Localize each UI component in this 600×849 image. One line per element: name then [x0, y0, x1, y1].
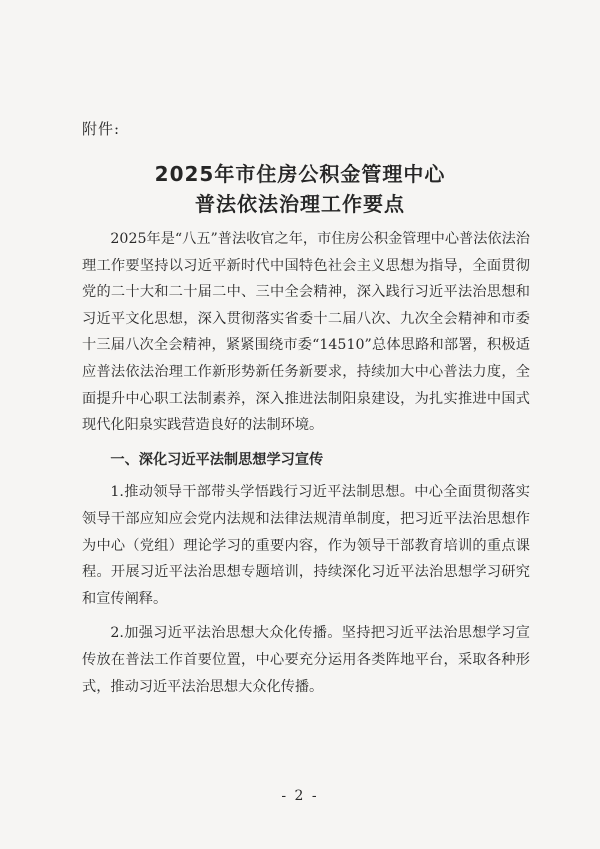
- item-1-paragraph: 1.推动领导干部带头学悟践行习近平法制思想。中心全面贯彻落实领导干部应知应会党内法规和法律法规清单制度，把习近平法治思想作为中心（党组）理论学习的重要内容，作为领导干部教育培训的重点课程。开展习近平法治思想专题培训，持续深化习近平法治思想学习研究和宣传阐释。: [82, 484, 530, 607]
- document-body: [82, 226, 530, 708]
- item-2-paragraph: 2.加强习近平法治思想大众化传播。坚持把习近平法治思想学习宣传放在普法工作首要位置，中心要充分运用各类阵地平台，采取各种形式，推动习近平法治思想大众化传播。: [82, 625, 530, 695]
- section-1-heading: 一、深化习近平法制思想学习宣传: [110, 451, 324, 468]
- document-title-line-1: 2025年市住房公积金管理中心: [154, 162, 446, 186]
- attachment-label: 附件:: [82, 120, 121, 138]
- intro-paragraph: 2025年是“八五”普法收官之年，市住房公积金管理中心普法依法治理工作要坚持以习近平新时代中国特色社会主义思想为指导，全面贯彻党的二十大和二十届二中、三中全会精神，深入践行习近平法治思想和习近平文化思想，深入贯彻落实省委十二届八次、九次全会精神和市委十三届八次全会精神，紧紧围绕市委“14510”总体思路和部署，积极适应普法依法治理工作新形势新任务新要求，持续加大中心普法力度，全面提升中心职工法制素养，深入推进法制阳泉建设，为扎实推进中国式现代化阳泉实践营造良好的法制环境。: [82, 231, 530, 434]
- page-number: - 2 -: [281, 788, 319, 804]
- document-title-line-2: 普法依法治理工作要点: [195, 192, 405, 216]
